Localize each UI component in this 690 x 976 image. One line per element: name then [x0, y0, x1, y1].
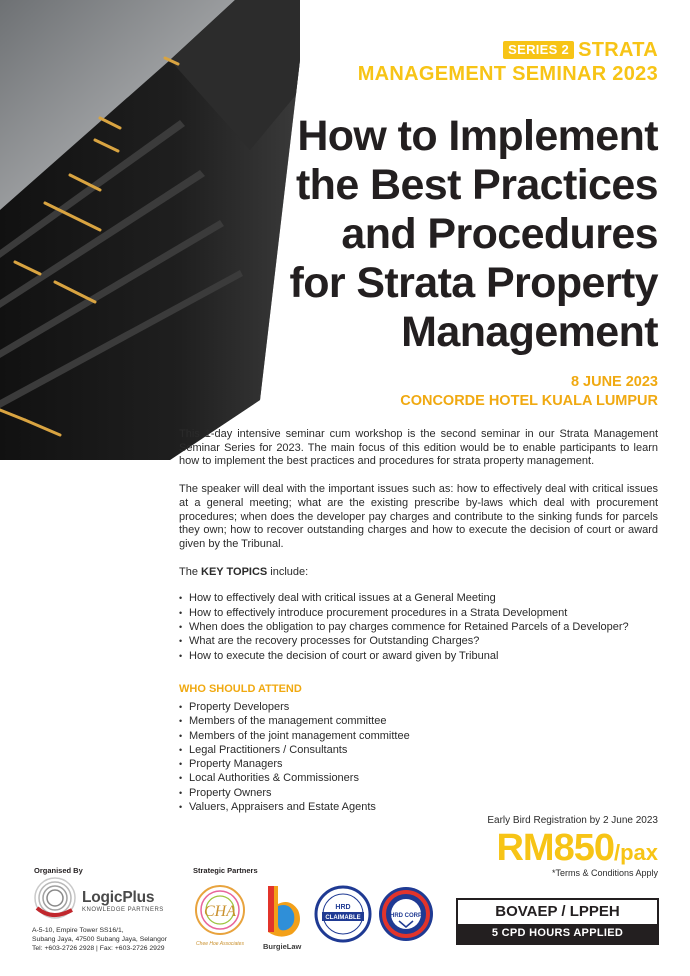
topics-suffix: include:: [267, 565, 309, 578]
hrd-corp-claimable-badge-icon: [314, 885, 372, 943]
key-topics-list: [179, 591, 658, 662]
list-item: • How to effectively deal with critical issues at a General Meeting: [179, 591, 658, 605]
organised-by-label: Organised By: [34, 866, 83, 875]
hrd2-text: HRD CORP: [389, 913, 423, 919]
burgielaw-logo-icon: [260, 882, 305, 942]
logicplus-tagline: KNOWLEDGE PARTNERS: [82, 907, 164, 913]
burgielaw-name: BurgieLaw: [263, 942, 302, 951]
series-word: STRATA: [578, 39, 658, 61]
address-line: Tel: +603-2726 2928 | Fax: +603-2726 2929: [32, 945, 165, 952]
key-topics-intro: [179, 566, 658, 580]
svg-text:CHA: CHA: [204, 903, 236, 920]
list-item: • Local Authorities & Commissioners: [179, 771, 410, 785]
event-date: 8 JUNE 2023: [570, 374, 658, 390]
price: [496, 827, 658, 870]
list-item: • Property Managers: [179, 757, 410, 771]
organiser-address: [32, 926, 192, 953]
series-line2: MANAGEMENT SEMINAR 2023: [357, 63, 658, 85]
early-bird-note: Early Bird Registration by 2 June 2023: [487, 815, 658, 826]
title-line: and Procedures: [341, 210, 658, 258]
cha-name: Chee Hoe Associates: [196, 941, 244, 947]
cpd-bodies: BOVAEP / LPPEH: [495, 903, 620, 920]
body-copy: [179, 428, 658, 663]
address-line: Subang Jaya, 47500 Subang Jaya, Selangor: [32, 936, 167, 943]
title-line: for Strata Property: [289, 259, 658, 307]
issues-paragraph: The speaker will deal with the important issues such as: how to effectively deal with critical issues at a general meeting; what are the existing prescribe by-laws which deal with procurement procedures; when does the developer pay charges and contribute to the sinking funds for parcels they own; how to recover outstanding charges and how to execute the decision of court or award given by the Tribunal.: [179, 483, 658, 550]
series-pill: SERIES 2: [503, 41, 574, 59]
list-item: • When does the obligation to pay charges commence for Retained Parcels of a Developer?: [179, 620, 658, 634]
list-item: • Valuers, Appraisers and Estate Agents: [179, 800, 410, 814]
list-item: • Members of the joint management committee: [179, 729, 410, 743]
svg-text:HRD: HRD: [335, 904, 351, 911]
event-venue: CONCORDE HOTEL KUALA LUMPUR: [400, 393, 658, 409]
hrd-corp-registered-badge-icon: [377, 885, 435, 943]
hrd1-text: CLAIMABLE: [325, 915, 361, 921]
price-amount: RM850: [496, 827, 614, 869]
price-per: /pax: [613, 840, 658, 865]
strategic-partners-label: Strategic Partners: [193, 866, 258, 875]
list-item: • What are the recovery processes for Outstanding Charges?: [179, 634, 658, 648]
logicplus-name: LogicPlus: [82, 889, 155, 906]
topics-bold: KEY TOPICS: [201, 565, 268, 578]
attendee-list: [179, 700, 410, 814]
cpd-badge: [456, 898, 659, 945]
who-should-attend-heading: WHO SHOULD ATTEND: [179, 683, 302, 695]
list-item: • How to effectively introduce procurement procedures in a Strata Development: [179, 606, 658, 620]
topics-prefix: The: [179, 565, 202, 578]
intro-paragraph: This 1-day intensive seminar cum workshop is the second seminar in our Strata Management Seminar Series for 2023. The main focus of this edition would be to enable participants to learn how to implement the best practices and procedures for strata property management.: [179, 428, 658, 468]
list-item: • How to execute the decision of court or award given by Tribunal: [179, 649, 658, 663]
list-item: • Legal Practitioners / Consultants: [179, 743, 410, 757]
title-line: Management: [401, 308, 658, 356]
title-line: How to Implement: [297, 112, 658, 160]
terms-note: *Terms & Conditions Apply: [551, 868, 658, 878]
list-item: • Members of the management committee: [179, 714, 410, 728]
cpd-hours: 5 CPD HOURS APPLIED: [458, 924, 657, 943]
cha-logo-icon: [190, 880, 250, 942]
list-item: • Property Owners: [179, 786, 410, 800]
title-line: the Best Practices: [295, 161, 658, 209]
address-line: A-5-10, Empire Tower SS16/1,: [32, 927, 124, 934]
series-heading: [358, 38, 658, 86]
main-title: [258, 112, 658, 357]
list-item: • Property Developers: [179, 700, 410, 714]
